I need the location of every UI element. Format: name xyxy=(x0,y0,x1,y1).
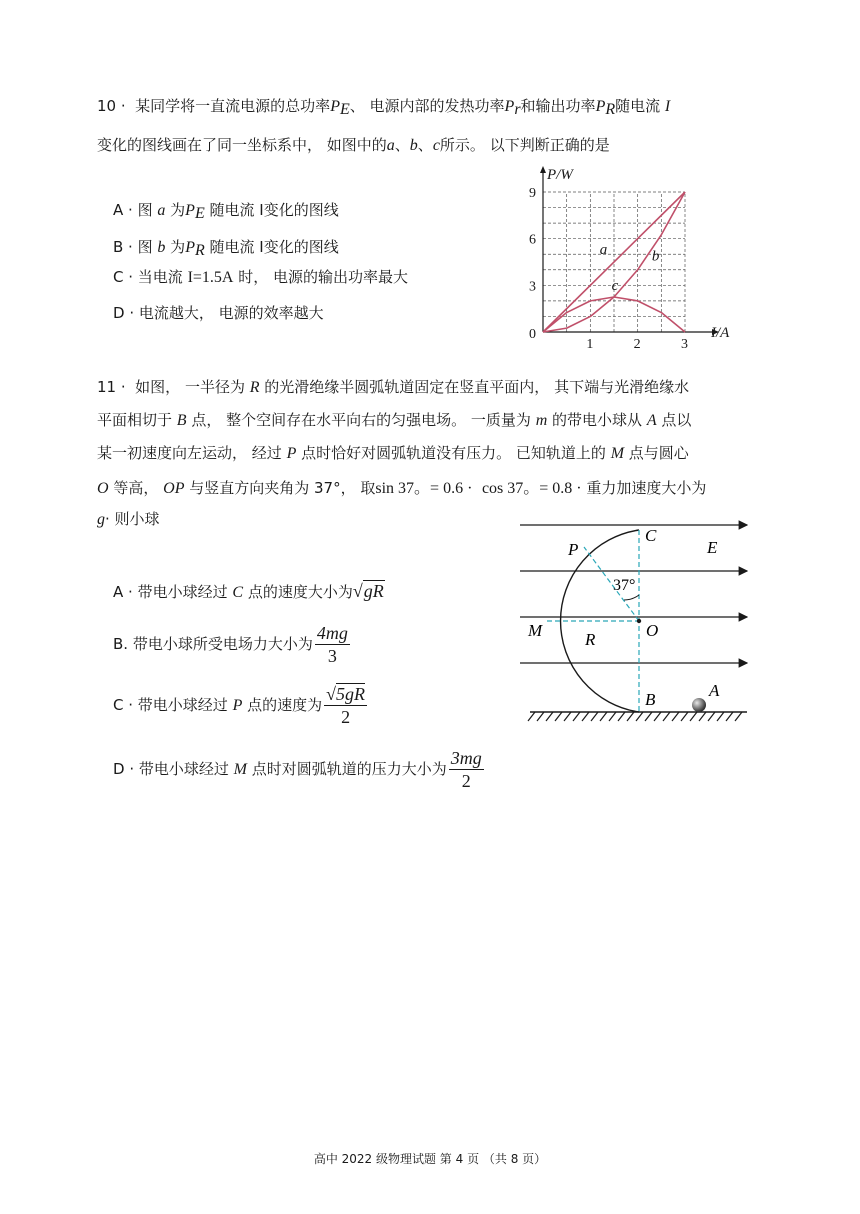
ground-hatching xyxy=(528,712,742,721)
x-tick-label: 2 xyxy=(633,337,641,350)
q10-option-a[interactable]: A · 图 a 为$P_E$ 随电流 I变化的图线 xyxy=(113,201,339,222)
y-axis-label: P/W xyxy=(547,167,573,183)
series-label-c: c xyxy=(611,278,619,294)
q10-line1: 10 · 某同学将一直流电源的总功率$P_E$、 电源内部的发热功率$P_r$和输出功率$P_R$随电流 I xyxy=(97,97,671,118)
label-e: E xyxy=(707,538,718,557)
q11-number: 11 · xyxy=(97,378,126,396)
angle-arc xyxy=(624,595,639,600)
hatch-mark xyxy=(600,712,607,721)
hatch-mark xyxy=(546,712,553,721)
origin-label: 0 xyxy=(529,327,536,342)
hatch-mark xyxy=(726,712,733,721)
hatch-mark xyxy=(717,712,724,721)
y-axis-arrow xyxy=(540,166,546,173)
label-b: B xyxy=(645,690,656,709)
hatch-mark xyxy=(618,712,625,721)
charged-ball xyxy=(692,698,706,712)
label-r: R xyxy=(585,630,596,649)
q10-power-current-chart xyxy=(525,165,740,350)
label-p: P xyxy=(568,540,579,559)
hatch-mark xyxy=(609,712,616,721)
fraction-4mg-3: $\frac{4mg}{3}$ xyxy=(316,623,348,666)
series-label-b: b xyxy=(651,248,660,265)
label-a: A xyxy=(709,681,720,700)
hatch-mark xyxy=(564,712,571,721)
x-axis-label: I/A xyxy=(711,325,730,341)
hatch-mark xyxy=(654,712,661,721)
q11-semicircle-track-figure xyxy=(515,515,755,725)
q11-line5: g· 则小球 xyxy=(97,510,160,528)
x-tick-label: 1 xyxy=(586,337,594,350)
chart-labels xyxy=(529,167,730,350)
hatch-mark xyxy=(681,712,688,721)
hatch-mark xyxy=(591,712,598,721)
x-tick-label: 3 xyxy=(681,337,688,350)
hatch-mark xyxy=(735,712,742,721)
q11-option-a[interactable]: A · 带电小球经过 C 点的速度大小为√gR xyxy=(113,581,384,601)
page-footer: 高中 2022 级物理试题 第 4 页 （共 8 页） xyxy=(313,1152,547,1166)
q10-line2: 变化的图线画在了同一坐标系中， 如图中的a、b、c所示。 以下判断正确的是 xyxy=(97,136,610,154)
y-tick-label: 3 xyxy=(529,279,536,295)
hatch-mark xyxy=(537,712,544,721)
hatch-mark xyxy=(690,712,697,721)
hatch-mark xyxy=(528,712,535,721)
q10-option-d[interactable]: D · 电流越大， 电源的效率越大 xyxy=(113,304,324,322)
q10-number: 10 · xyxy=(97,97,126,115)
q10-option-b[interactable]: B · 图 b 为$P_R$ 随电流 I变化的图线 xyxy=(113,238,339,259)
q11-option-d[interactable]: D · 带电小球经过 M 点时对圆弧轨道的压力大小为 $\frac{3mg}{2}$ xyxy=(113,748,482,791)
hatch-mark xyxy=(645,712,652,721)
hatch-mark xyxy=(555,712,562,721)
label-c: C xyxy=(645,526,657,545)
center-point-o xyxy=(637,619,641,623)
label-o: O xyxy=(646,621,659,640)
q11-line4: O 等高， OP 与竖直方向夹角为 37°， 取sin 37。= 0.6 · cos 37。= 0.8 · 重力加速度大小为 xyxy=(97,479,707,497)
sqrt-gR: √gR xyxy=(352,581,384,601)
q11-option-c[interactable]: C · 带电小球经过 P 点的速度为 $\frac{√5gR}{2}$ xyxy=(113,684,366,727)
fraction-3mg-2: $\frac{3mg}{2}$ xyxy=(450,748,482,791)
hatch-mark xyxy=(573,712,580,721)
hatch-mark xyxy=(672,712,679,721)
hatch-mark xyxy=(627,712,634,721)
label-angle: 37° xyxy=(613,577,636,594)
hatch-mark xyxy=(582,712,589,721)
hatch-mark xyxy=(663,712,670,721)
q10-option-c[interactable]: C · 当电流 I=1.5A 时， 电源的输出功率最大 xyxy=(113,268,409,286)
hatch-mark xyxy=(636,712,643,721)
label-m: M xyxy=(528,621,543,640)
q11-line1: 11 · 如图， 一半径为 R 的光滑绝缘半圆弧轨道固定在竖直平面内， 其下端与光滑绝缘水 xyxy=(97,378,690,396)
y-tick-label: 6 xyxy=(529,232,536,248)
q11-line3: 某一初速度向左运动， 经过 P 点时恰好对圆弧轨道没有压力。 已知轨道上的 M 点与圆心 xyxy=(97,444,689,462)
hatch-mark xyxy=(708,712,715,721)
y-tick-label: 9 xyxy=(529,186,536,201)
q11-line2: 平面相切于 B 点， 整个空间存在水平向右的匀强电场。 一质量为 m 的带电小球从 A 点以 xyxy=(97,411,692,429)
hatch-mark xyxy=(699,712,706,721)
fraction-sqrt5gR-2: $\frac{√5gR}{2}$ xyxy=(326,684,366,727)
series-label-a: a xyxy=(599,242,608,259)
q11-option-b[interactable]: B. 带电小球所受电场力大小为 $\frac{4mg}{3}$ xyxy=(113,623,348,666)
